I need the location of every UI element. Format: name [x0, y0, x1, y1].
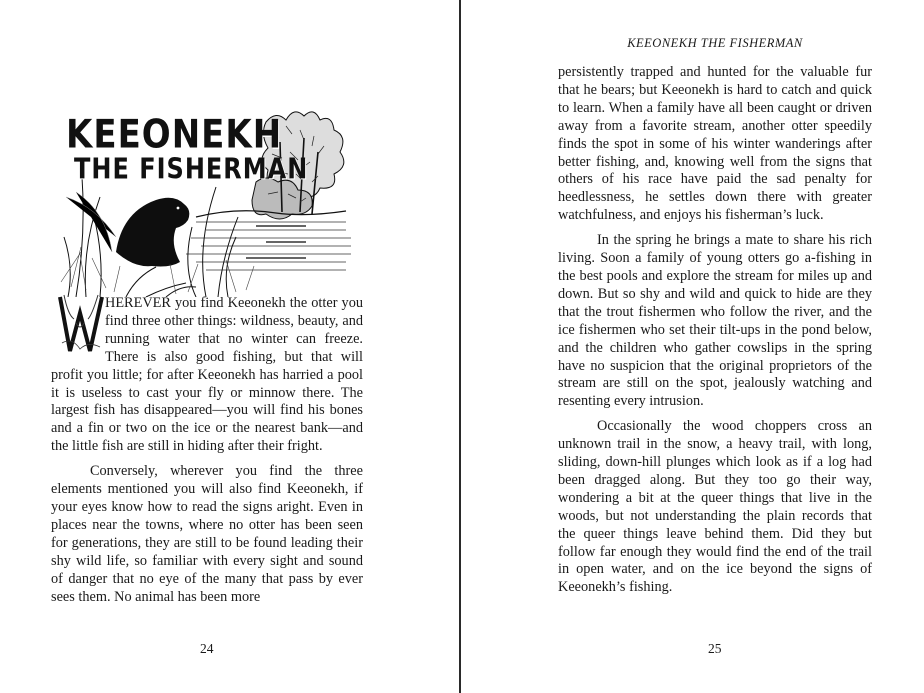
paragraph: HEREVER you find Keeonekh the otter you find three other things: wildness, beauty, and running water that no winter can freeze. There is also good fishing, but that will profit you little; for after Keeonekh has harried a pool it is useless to cast your fly or minnow there. The largest fish has disappeared—you will find his bones and a fin or two on the ice or the nearest bank—and the little fish are still in hiding after their fright. — [51, 295, 363, 455]
chapter-illustration — [56, 102, 356, 297]
illustration-title-line1: KEEONEKH — [66, 112, 283, 158]
left-page-text — [51, 295, 363, 606]
paragraph: In the spring he brings a mate to share his rich living. Soon a family of young otters go a-fishing in the best pools and explore the stream for miles up and down. But so shy and wild and quick to hide are they that the trout fishermen who follow the river, and the ice fishermen who set their tilt-ups in the pond below, and the children who gather cowslips in the spring have no suspicion that the original proprietors of the stream are still on the spot, jealously watching and resenting every intrusion. — [558, 232, 872, 410]
right-page-text — [558, 64, 872, 597]
running-head: KEEONEKH THE FISHERMAN — [627, 36, 803, 50]
svg-text:W: W — [81, 333, 82, 334]
illustration-title-line2: THE FISHERMAN — [74, 152, 309, 186]
paragraph: persistently trapped and hunted for the valuable fur that he bears; but Keeonekh is hard to catch and quick to learn. When a family have all been caught or driven away from a favorite stream, another otter speedily finds the spot in some of his winter wanderings after better fishing, and, knowing well from the signs that others of his race have paid the sad penalty for heedlessness, he settles down there with greater watchfulness, and enjoys his fisherman’s luck. — [558, 64, 872, 224]
paragraph: Occasionally the wood choppers cross an unknown trail in the snow, a heavy trail, with long, sliding, down-hill plunges which look as if a log had been dragged along. But they too go their way, wondering a bit at the queer things that live in the woods, but not understanding the plain records that the queer things leave behind them. Did they but follow far enough they would find the end of the trail in open water, and on the ice beyond the signs of Keeonekh’s fishing. — [558, 418, 872, 596]
page-number-left: 24 — [200, 641, 214, 656]
left-page — [0, 0, 459, 693]
paragraph: Conversely, wherever you find the three elements mentioned you will also find Keeonekh, if your eyes know how to read the signs aright. Even in places near the towns, where no otter has been seen for generations, they are still to be found leading their shy wild life, so familiar with every sight and sound of danger that no eye of the many that pass by ever sees them. No animal has been more — [51, 463, 363, 605]
page-number-right: 25 — [708, 641, 722, 656]
